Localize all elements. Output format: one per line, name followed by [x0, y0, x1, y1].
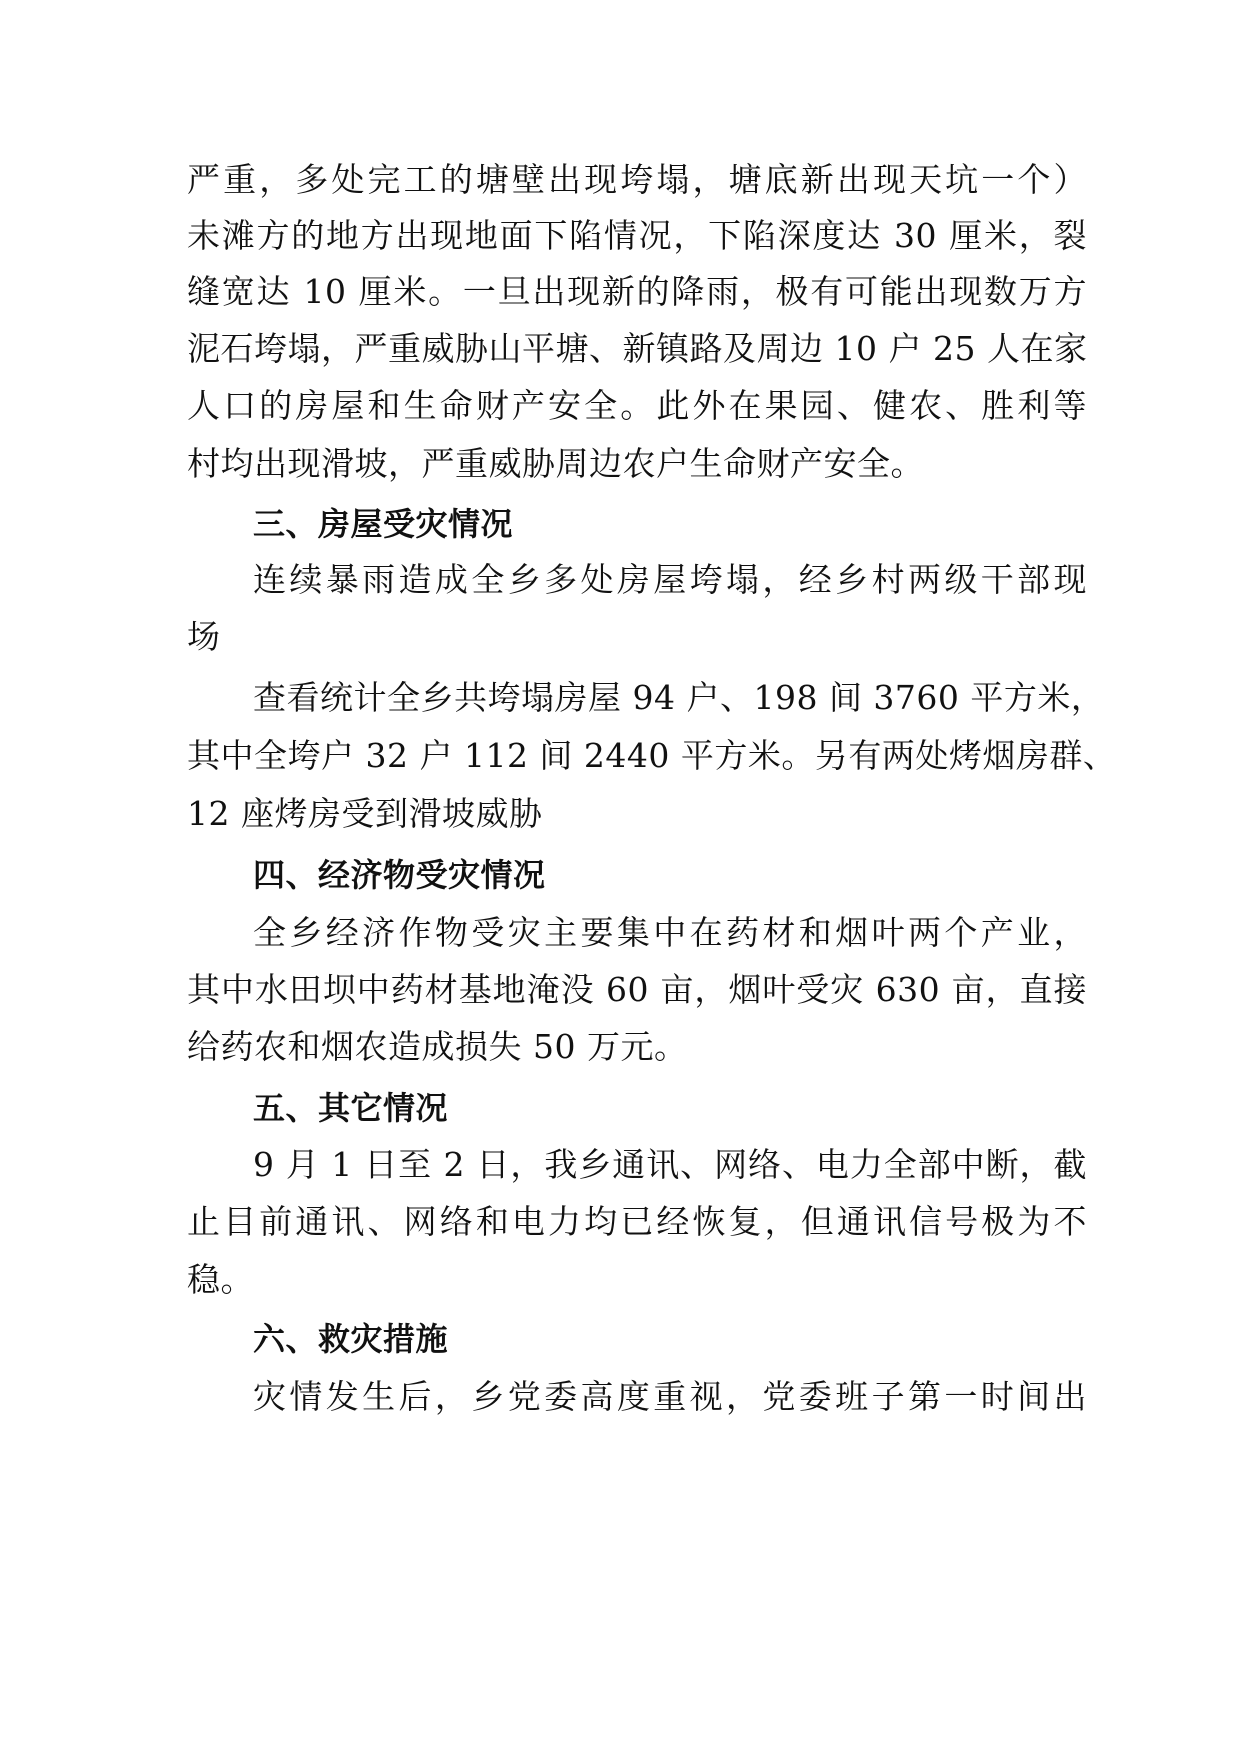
body-text-line: 9 月 1 日至 2 日，我乡通讯、网络、电力全部中断，截 [253, 1145, 1087, 1184]
body-text-line: 全乡经济作物受灾主要集中在药材和烟叶两个产业， [253, 913, 1087, 952]
body-text-line: 稳。 [187, 1260, 254, 1299]
section-heading-other: 五、其它情况 [253, 1089, 449, 1127]
body-text-line: 灾情发生后，乡党委高度重视，党委班子第一时间出 [253, 1377, 1087, 1416]
section-heading-relief-measures: 六、救灾措施 [253, 1320, 449, 1358]
body-text-line: 未滩方的地方出现地面下陷情况，下陷深度达 30 厘米，裂 [187, 216, 1087, 255]
body-text-line: 其中全垮户 32 户 112 间 2440 平方米。另有两处烤烟房群、 [187, 736, 1117, 775]
body-text-line: 严重，多处完工的塘壁出现垮塌，塘底新出现天坑一个） [187, 160, 1087, 199]
body-text-line: 人口的房屋和生命财产安全。此外在果园、健农、胜利等 [187, 386, 1087, 425]
body-text-line: 给药农和烟农造成损失 50 万元。 [187, 1027, 688, 1066]
body-text-line: 村均出现滑坡，严重威胁周边农户生命财产安全。 [187, 444, 924, 483]
body-text-line: 12 座烤房受到滑坡威胁 [187, 794, 543, 833]
section-heading-housing: 三、房屋受灾情况 [253, 505, 514, 543]
body-text-line: 泥石垮塌，严重威胁山平塘、新镇路及周边 10 户 25 人在家 [187, 329, 1088, 368]
section-heading-economic-crops: 四、经济物受灾情况 [253, 856, 546, 894]
body-text-line: 止目前通讯、网络和电力均已经恢复，但通讯信号极为不 [187, 1202, 1087, 1241]
body-text-line: 场 [187, 617, 221, 656]
body-text-line: 其中水田坝中药材基地淹没 60 亩，烟叶受灾 630 亩，直接 [187, 970, 1087, 1009]
body-text-line: 查看统计全乡共垮塌房屋 94 户、198 间 3760 平方米， [253, 678, 1105, 717]
body-text-line: 连续暴雨造成全乡多处房屋垮塌，经乡村两级干部现 [253, 560, 1087, 599]
body-text-line: 缝宽达 10 厘米。一旦出现新的降雨，极有可能出现数万方 [187, 272, 1087, 311]
